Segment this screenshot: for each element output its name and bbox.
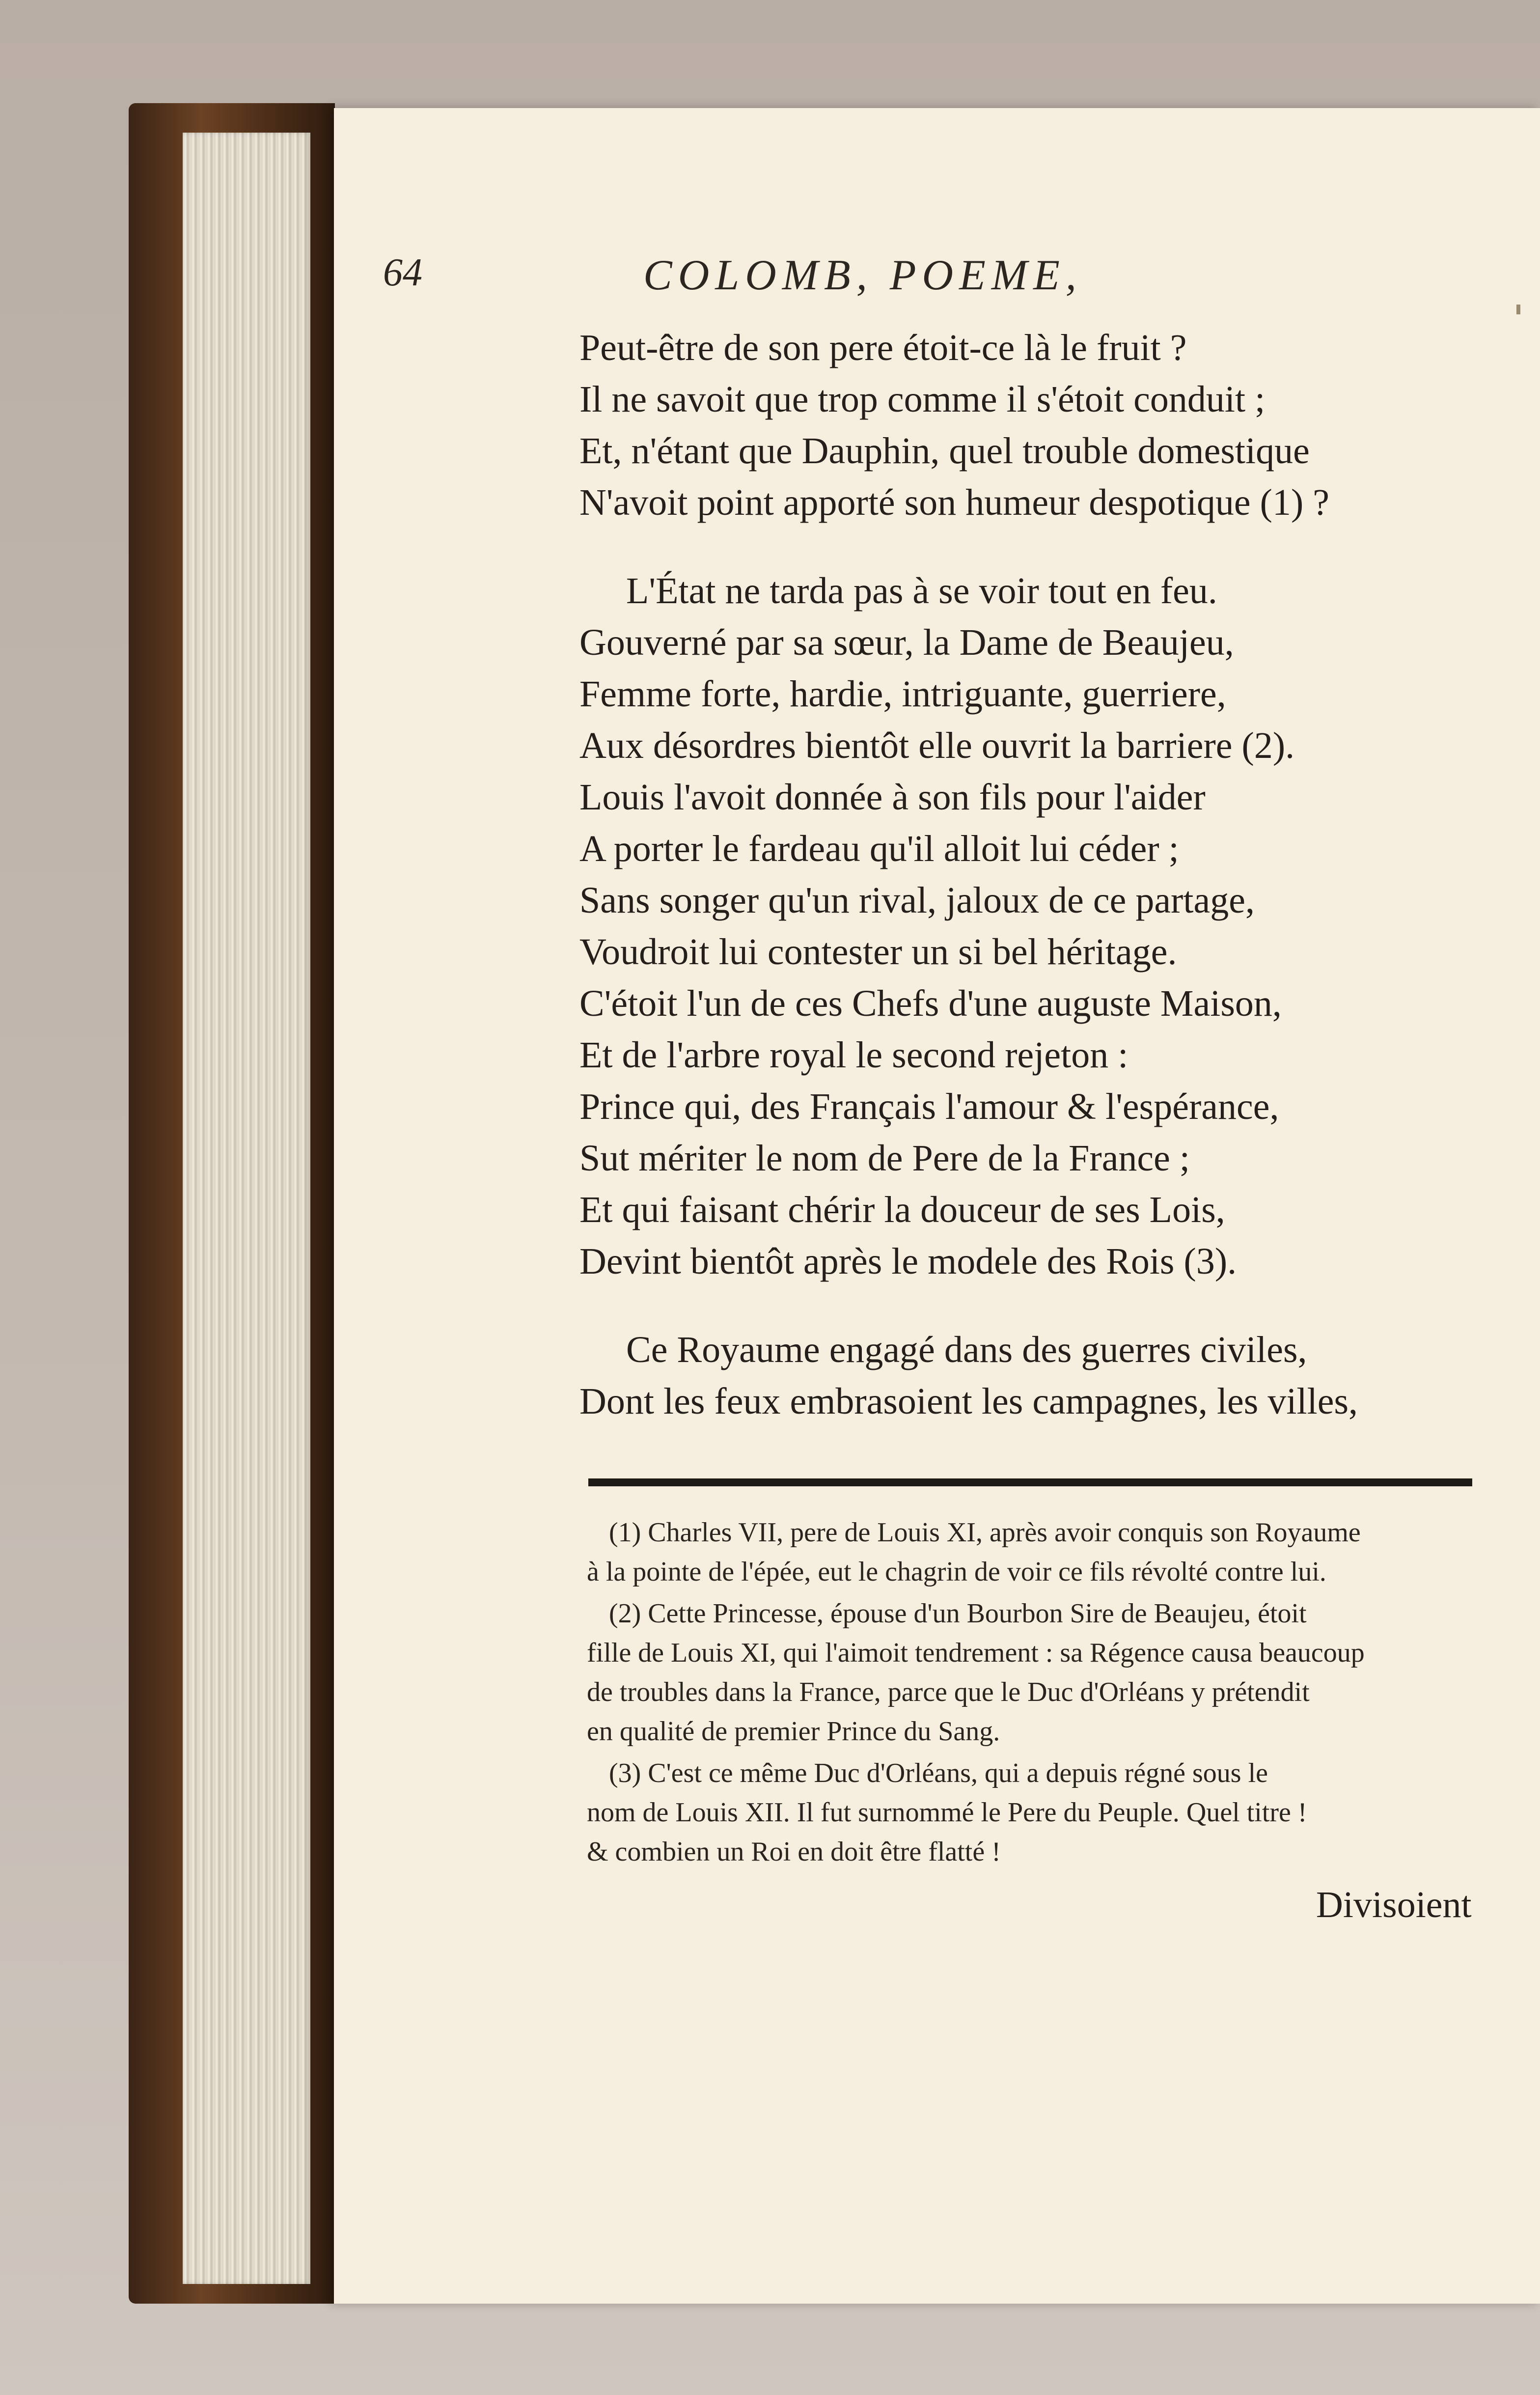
footnote-line: en qualité de premier Prince du Sang.	[587, 1716, 1000, 1747]
verse-line: L'État ne tarda pas à se voir tout en feu.	[626, 570, 1217, 612]
verse-line: Ce Royaume engagé dans des guerres civiles,	[626, 1329, 1307, 1370]
verse-line: Il ne savoit que trop comme il s'étoit conduit ;	[579, 379, 1265, 420]
verse-line: Femme forte, hardie, intriguante, guerriere,	[579, 673, 1226, 715]
verse-line: Aux désordres bientôt elle ouvrit la barriere (2).	[579, 725, 1295, 766]
footnote-line: & combien un Roi en doit être flatté !	[587, 1837, 1001, 1867]
verse-line: Et qui faisant chérir la douceur de ses Lois,	[579, 1189, 1225, 1230]
verse-line: Devint bientôt après le modele des Rois (3).	[579, 1241, 1237, 1282]
footnote-rule	[588, 1478, 1472, 1486]
verse-line: Sans songer qu'un rival, jaloux de ce partage,	[579, 880, 1255, 921]
page-header	[0, 251, 1540, 309]
footnote-line: nom de Louis XII. Il fut surnommé le Pere du Peuple. Quel titre !	[587, 1797, 1307, 1828]
verse-line: Voudroit lui contester un si bel héritage.	[579, 931, 1177, 973]
verse-line: Louis l'avoit donnée à son fils pour l'aider	[579, 777, 1206, 818]
footnote-line: de troubles dans la France, parce que le Duc d'Orléans y prétendit	[587, 1677, 1310, 1707]
verse-line: A porter le fardeau qu'il alloit lui céder ;	[579, 828, 1179, 869]
catchword: Divisoient	[1316, 1884, 1472, 1925]
footnote-line: fille de Louis XI, qui l'aimoit tendrement : sa Régence causa beaucoup	[587, 1638, 1365, 1668]
page-number: 64	[383, 251, 422, 294]
verse-line: Dont les feux embrasoient les campagnes, les villes,	[579, 1381, 1358, 1422]
footnote-line: à la pointe de l'épée, eut le chagrin de voir ce fils révolté contre lui.	[587, 1557, 1326, 1587]
page-edges	[183, 133, 310, 2284]
footnote-line: (3) C'est ce même Duc d'Orléans, qui a depuis régné sous le	[609, 1758, 1268, 1788]
verse-line: N'avoit point apporté son humeur despotique (1) ?	[579, 482, 1330, 523]
verse-line: Gouverné par sa sœur, la Dame de Beaujeu,	[579, 622, 1234, 663]
running-title: COLOMB, POEME,	[643, 251, 1082, 299]
verse-line: Sut mériter le nom de Pere de la France ;	[579, 1138, 1190, 1179]
verse-line: Et, n'étant que Dauphin, quel trouble domestique	[579, 430, 1310, 472]
footnote-line: (1) Charles VII, pere de Louis XI, après avoir conquis son Royaume	[609, 1517, 1361, 1548]
verse-line: C'étoit l'un de ces Chefs d'une auguste Maison,	[579, 983, 1282, 1024]
footnote-line: (2) Cette Princesse, épouse d'un Bourbon Sire de Beaujeu, étoit	[609, 1598, 1307, 1629]
verse-line: Peut-être de son pere étoit-ce là le fruit ?	[579, 327, 1187, 368]
verse-line: Prince qui, des Français l'amour & l'espérance,	[579, 1086, 1279, 1127]
verse-line: Et de l'arbre royal le second rejeton :	[579, 1034, 1128, 1076]
